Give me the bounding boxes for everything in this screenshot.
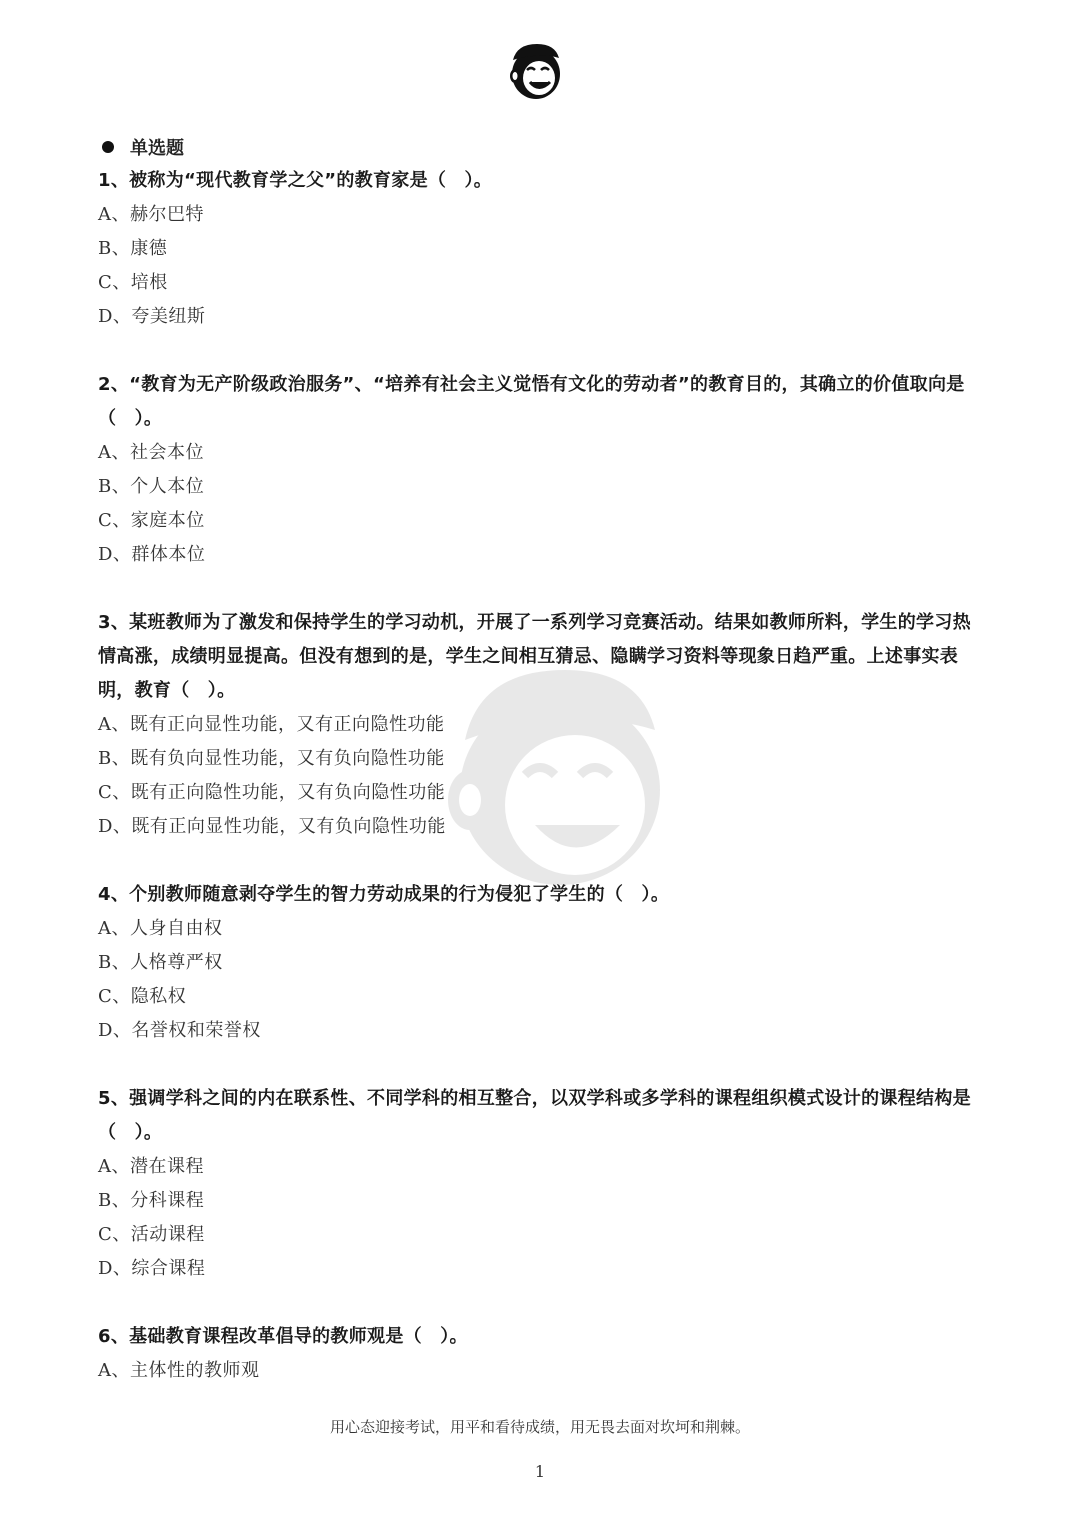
option-b: B、康德 [98,238,168,259]
question-text: 4、个别教师随意剥夺学生的智力劳动成果的行为侵犯了学生的（ ）。 [98,884,670,905]
option-a: A、赫尔巴特 [98,204,204,225]
option-c: C、既有正向隐性功能，又有负向隐性功能 [98,782,446,803]
option-c: C、家庭本位 [98,510,205,531]
monkey-logo-icon [503,38,567,102]
option-b: B、个人本位 [98,476,205,497]
question-text: 6、基础教育课程改革倡导的教师观是（ ）。 [98,1326,468,1347]
question-6 [98,1320,988,1388]
question-text: 2、“教育为无产阶级政治服务”、“培养有社会主义觉悟有文化的劳动者”的教育目的，其确立的价值取向是（ ）。 [98,374,965,429]
option-d: D、群体本位 [98,544,206,565]
bullet-icon [102,141,114,153]
option-b: B、分科课程 [98,1190,205,1211]
question-2 [98,368,988,572]
question-5 [98,1082,988,1286]
option-c: C、活动课程 [98,1224,205,1245]
option-d: D、夸美纽斯 [98,306,206,327]
footer-motto: 用心态迎接考试，用平和看待成绩，用无畏去面对坎坷和荆棘。 [329,1418,750,1436]
page-number: 1 [534,1462,546,1481]
document-body [98,130,988,1422]
question-4 [98,878,988,1048]
question-3 [98,606,988,844]
option-b: B、既有负向显性功能，又有负向隐性功能 [98,748,445,769]
option-a: A、潜在课程 [98,1156,204,1177]
option-d: D、既有正向显性功能，又有负向隐性功能 [98,816,446,837]
option-a: A、社会本位 [98,442,204,463]
section-heading [98,130,988,164]
option-d: D、名誉权和荣誉权 [98,1020,261,1041]
option-b: B、人格尊严权 [98,952,223,973]
option-a: A、人身自由权 [98,918,223,939]
question-text: 3、某班教师为了激发和保持学生的学习动机，开展了一系列学习竞赛活动。结果如教师所料，学生的学习热情高涨，成绩明显提高。但没有想到的是，学生之间相互猜忌、隐瞒学习资料等现象日趋严重。上述事实表明，教育（ ）。 [98,612,971,701]
question-text: 1、被称为“现代教育学之父”的教育家是（ ）。 [98,170,493,191]
question-text: 5、强调学科之间的内在联系性、不同学科的相互整合，以双学科或多学科的课程组织模式设计的课程结构是（ ）。 [98,1088,971,1143]
section-title: 单选题 [130,138,184,159]
option-c: C、隐私权 [98,986,187,1007]
option-a: A、主体性的教师观 [98,1360,260,1381]
option-c: C、培根 [98,272,168,293]
option-d: D、综合课程 [98,1258,206,1279]
question-1 [98,164,988,334]
option-a: A、既有正向显性功能，又有正向隐性功能 [98,714,445,735]
